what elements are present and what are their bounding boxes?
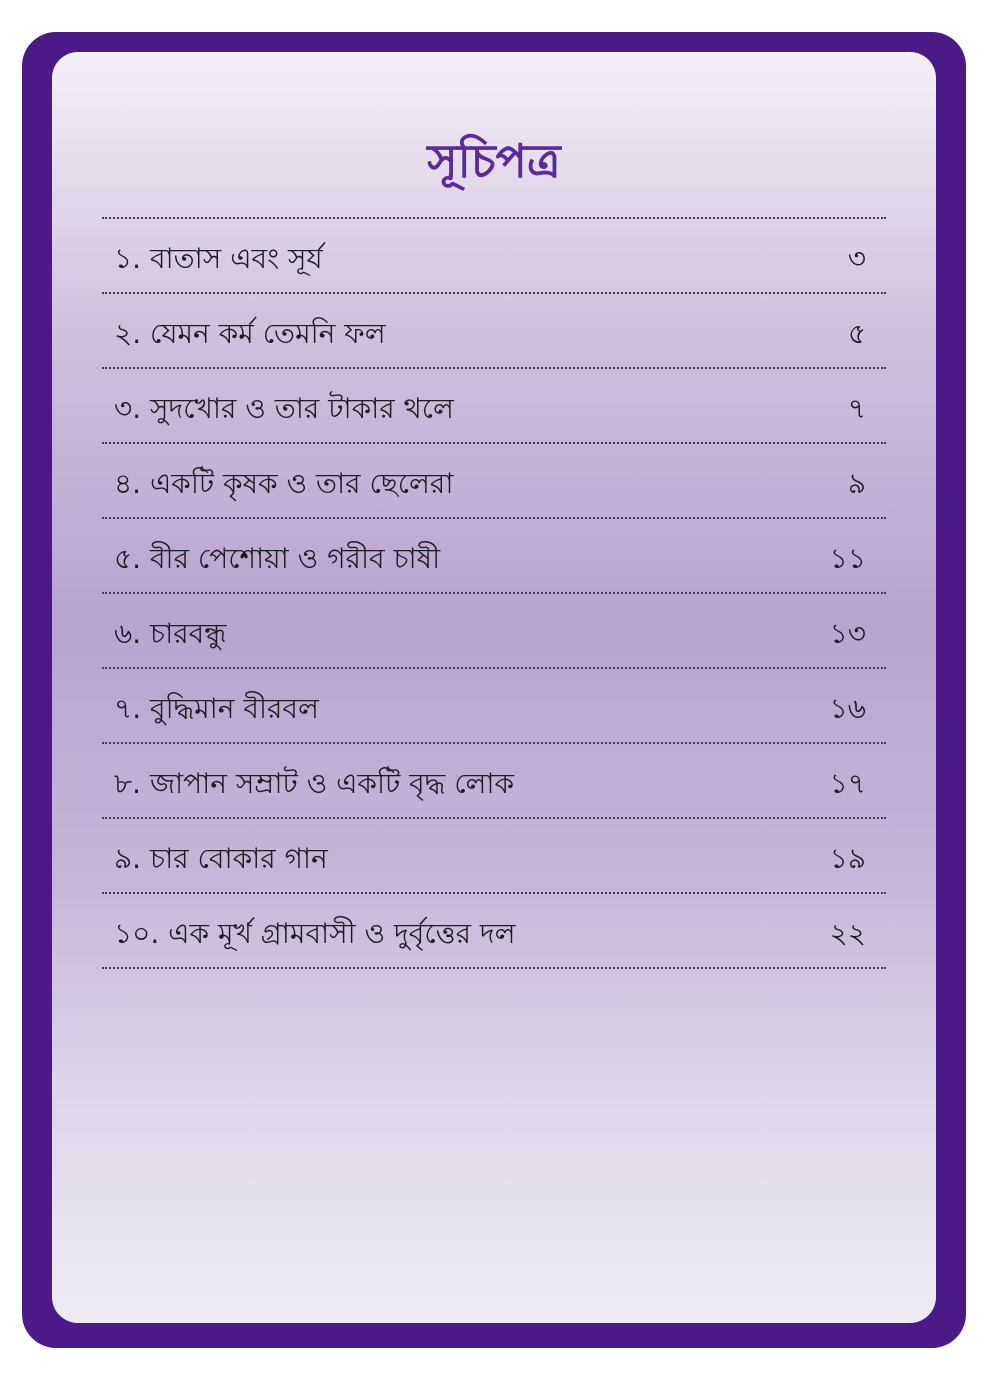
toc-entry-title: ৯. চার বোকার গান [114, 842, 328, 875]
toc-entry [102, 219, 886, 294]
toc-entry-page: ৩ [847, 242, 866, 275]
toc-entry-page: ১৬ [829, 692, 866, 725]
toc-entry-page: ৯ [847, 467, 866, 500]
toc-entry-title: ৮. জাপান সম্রাট ও একটি বৃদ্ধ লোক [114, 767, 515, 800]
toc-entry-page: ২২ [829, 917, 866, 950]
page-title: সূচিপত্র [427, 134, 561, 188]
contents-panel [52, 52, 936, 1323]
toc-entry-page: ১৯ [829, 842, 866, 875]
toc-entry-title: ১. বাতাস এবং সূর্য [114, 242, 323, 275]
toc-entry-page: ৫ [847, 317, 866, 350]
toc-entry-title: ৫. বীর পেশোয়া ও গরীব চাষী [114, 542, 441, 575]
toc-entry [102, 294, 886, 369]
toc-entry [102, 894, 886, 969]
toc-entry-page: ১১ [829, 542, 866, 575]
toc-entry [102, 744, 886, 819]
table-of-contents [102, 217, 886, 969]
toc-entry-title: ২. যেমন কর্ম তেমনি ফল [114, 317, 386, 350]
toc-entry-page: ১৭ [829, 767, 866, 800]
toc-entry [102, 819, 886, 894]
toc-entry [102, 594, 886, 669]
toc-entry-page: ৭ [847, 392, 866, 425]
toc-entry-title: ৬. চারবন্ধু [114, 617, 227, 650]
purple-frame [22, 32, 966, 1348]
toc-entry-title: ১০. এক মূর্খ গ্রামবাসী ও দুর্বৃত্তের দল [114, 917, 516, 950]
toc-entry [102, 369, 886, 444]
toc-entry-page: ১৩ [829, 617, 866, 650]
toc-entry-title: ৪. একটি কৃষক ও তার ছেলেরা [114, 467, 454, 500]
toc-entry [102, 444, 886, 519]
toc-entry [102, 669, 886, 744]
toc-entry [102, 519, 886, 594]
toc-entry-title: ৭. বুদ্ধিমান বীরবল [114, 692, 319, 725]
toc-entry-title: ৩. সুদখোর ও তার টাকার থলে [114, 392, 454, 425]
